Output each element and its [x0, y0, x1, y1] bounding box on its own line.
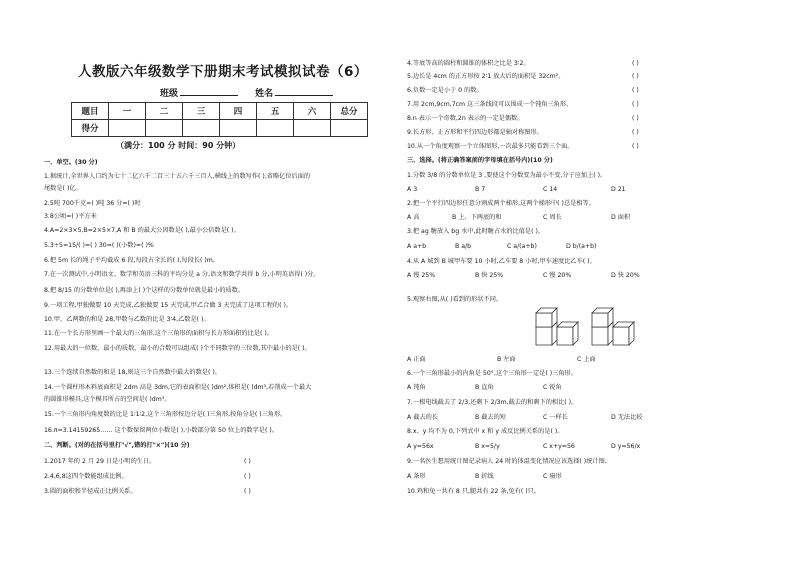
section-heading: 一、单空。(30 分)	[44, 159, 98, 166]
option-d[interactable]: D 无法比较	[611, 414, 643, 421]
table-cell: 总分	[331, 103, 368, 120]
option-d[interactable]: D 快 20%	[611, 272, 640, 279]
question-text: 8.把 8/15 的分数单位是( ),再添上( )个这样的分数单位就是最小的质数。	[44, 287, 245, 294]
option-b[interactable]: B 快 25%	[475, 272, 504, 279]
option-b[interactable]: B 左面	[497, 356, 516, 363]
question-text: 9.一名医生想用统计图记录病人 24 时的体温变化情况应该选择( )统计图。	[407, 458, 611, 465]
question-text: 3.把 ag 糖放入 bg 水中,此时糖占水的比值是( )。	[407, 228, 545, 235]
option-c[interactable]: C 锐角	[543, 384, 562, 391]
table-cell: 三	[183, 103, 220, 120]
option-a[interactable]: A 截去的长	[407, 414, 438, 421]
question-text: 4.等底等高的圆柱和圆锥的体积之比是 3∶2。	[407, 60, 530, 67]
answer-paren[interactable]: ( )	[632, 87, 639, 94]
cube-figure	[530, 305, 640, 350]
option-d[interactable]: D 面积	[611, 214, 631, 221]
class-blank[interactable]	[180, 86, 238, 96]
answer-paren[interactable]: ( )	[244, 473, 251, 480]
option-b[interactable]: B a/b	[455, 243, 472, 250]
option-c[interactable]: C 上面	[577, 356, 596, 363]
option-d[interactable]: D b/(a+b)	[566, 243, 597, 250]
table-cell: 一	[109, 103, 146, 120]
question-text: 1.2017 年的 2 月 29 日是小明的生日。	[44, 458, 156, 465]
cube-face	[592, 327, 608, 345]
student-info-line	[160, 86, 347, 99]
question-text: 1.据统计,全世界人口约为七十二亿六千二百三十五六千三百人,横线上的数写作( ),省略亿位后面的	[44, 173, 311, 180]
option-a[interactable]: A y=56x	[407, 443, 434, 450]
name-blank[interactable]	[275, 86, 333, 96]
question-text: 5.边长是 4cm 的正方形按 2∶1 放大后的面积是 32cm²。	[407, 73, 565, 80]
question-text: 3.8公顷=( )平方米	[44, 213, 97, 220]
option-c[interactable]: C 慢 20%	[543, 272, 572, 279]
option-b[interactable]: B 7	[475, 186, 486, 193]
score-cell[interactable]	[109, 120, 146, 137]
question-text: 4.从 A 城到 B 城甲车要 10 小时,乙车要 8 小时,甲车速度比乙车( )。	[407, 258, 596, 265]
cube-face	[613, 327, 629, 345]
question-text: 9.长方形、正方形和平行四边形都是轴对称图形。	[407, 129, 543, 136]
option-a[interactable]: A 慢 25%	[407, 272, 436, 279]
option-b[interactable]: B 上、下两底的和	[452, 214, 502, 221]
option-a[interactable]: A 高	[407, 214, 420, 221]
question-text: 4.A=2×3×5,B=2×5×7,A 和 B 的最大公因数是( ),最小公倍数是( )。	[44, 227, 240, 234]
option-a[interactable]: A 正面	[407, 356, 426, 363]
question-text: 7.用 2cm,9cm,7cm 这三条线段可以围成一个钝角三角形。	[407, 101, 573, 108]
question-text: 8.x、y 均不为 0,下列式中 x 和 y 成反比例关系的是( )。	[407, 428, 564, 435]
option-c[interactable]: C 扇形	[543, 473, 562, 480]
option-c[interactable]: C 一样长	[543, 414, 568, 421]
cube-face	[557, 327, 573, 345]
score-cell[interactable]	[257, 120, 294, 137]
section-heading: 二、判断。(对的在括号里打"√",错的打"×")(10 分)	[44, 442, 190, 449]
question-text: 5.观察右图,从( )看到的形状不同。	[407, 296, 503, 303]
option-b[interactable]: B 折线	[475, 473, 494, 480]
option-a[interactable]: A a+b	[407, 243, 427, 250]
score-cell[interactable]	[331, 120, 368, 137]
score-cell[interactable]	[294, 120, 331, 137]
question-text: 12.用最大的一位数、最小的质数、最小的合数可以组成( )个不同数字的三位数,其中最小的是( )。	[44, 345, 311, 352]
answer-paren[interactable]: ( )	[632, 143, 639, 150]
answer-paren[interactable]: ( )	[244, 488, 251, 495]
option-a[interactable]: A 条形	[407, 473, 426, 480]
table-cell: 六	[294, 103, 331, 120]
score-cell[interactable]	[183, 120, 220, 137]
table-row	[72, 103, 368, 120]
question-text: 15.一个三角形内角度数的比是 1∶1∶2,这个三角形按边分是( )三角形,按角分是( )三角形。	[44, 411, 287, 418]
question-text: 2.4,6,8这四个数能组成比例。	[44, 473, 128, 480]
option-c[interactable]: C x+y=56	[543, 443, 575, 450]
question-text: 11.在一个长方形里画一个最大的三角形,这个三角形的面积与长方形面积的比是( )。	[44, 330, 273, 337]
question-text: 5.3÷5=15/( )=( ) 30=( )(小数)=( )%	[44, 242, 154, 249]
question-text: 7.在一次测试中,小明语文、数学和英语三科的平均分是 a 分,语文和数学共得 b 分,小明英语得( )分。	[44, 271, 320, 278]
score-table	[71, 102, 368, 137]
question-text: 2.5吨 700千克=( )吨 36 分=( )时	[44, 200, 141, 207]
answer-paren[interactable]: ( )	[632, 60, 639, 67]
option-c[interactable]: C 14	[543, 186, 558, 193]
option-b[interactable]: B x=5/y	[475, 443, 500, 450]
question-text: 尾数是( )亿。	[44, 185, 82, 192]
cube-face	[536, 313, 552, 327]
table-cell: 题目	[72, 103, 109, 120]
question-text: 7.一根电线截去了 2/3,还剩下 2/3m,截去的和剩下的相比( )。	[407, 399, 578, 406]
question-text: 13.三个连续自然数的和是 18,则这三个自然数中最大的数是( )。	[44, 369, 221, 376]
class-label: 班级	[160, 89, 179, 99]
question-text: 2.把一个平行四边形任意分割成两个梯形,这两个梯形中( )总是相等。	[407, 200, 595, 207]
question-text: 6.把 5m 长的绳子平均截成 6 段,每段占全长的( ),每段长( )m。	[44, 257, 219, 264]
question-text: 10.从一个角度观察一个立体图形,一次最多只能看到三个面。	[407, 143, 574, 150]
table-cell: 得分	[72, 120, 109, 137]
answer-paren[interactable]: ( )	[632, 73, 639, 80]
option-a[interactable]: A 钝角	[407, 384, 426, 391]
option-d[interactable]: D y=56/x	[611, 443, 641, 450]
table-cell: 四	[220, 103, 257, 120]
question-text: 10.甲、乙两数的和是 28,甲数与乙数的比是 3∶4,乙数是( )。	[44, 316, 210, 323]
score-cell[interactable]	[146, 120, 183, 137]
question-text: 1.分数 3/8 的分数单位是 3 ,要使这个分数变为最小不变,分子应加上( )。	[407, 172, 607, 179]
option-a[interactable]: A 3	[407, 186, 418, 193]
option-d[interactable]: D 21	[611, 186, 626, 193]
question-text: 6.一个三角形最小的内角是 50°,这个三角形一定是( )三角形。	[407, 370, 577, 377]
question-text: 9.一项工程,甲独做要 10 天完成,乙独做要 15 天完成,甲乙合做 3 天完成了这项工程的( )。	[44, 302, 293, 309]
page-title: 人教版六年级数学下册期末考试模拟试卷（6）	[78, 64, 368, 80]
table-cell: 二	[146, 103, 183, 120]
question-text: 的圆锥形模具,这个模具所占的空间是( )dm³。	[44, 396, 171, 403]
option-b[interactable]: B 截去的短	[475, 414, 506, 421]
option-c[interactable]: C a/(a+b)	[507, 243, 537, 250]
answer-paren[interactable]: ( )	[632, 101, 639, 108]
name-label: 姓名	[255, 89, 274, 99]
question-text: 6.负数一定是小于 0 的数。	[407, 87, 483, 94]
answer-paren[interactable]: ( )	[632, 129, 639, 136]
question-text: 10.鸡和兔一共有 8 只,腿共有 22 条,兔有( )只。	[407, 488, 541, 495]
exam-meta: （满分：100 分 时间：90 分钟）	[116, 141, 241, 150]
question-text: 8.n 表示一个奇数,2n 表示的一定是偶数。	[407, 115, 524, 122]
option-b[interactable]: B 直角	[475, 384, 494, 391]
answer-paren[interactable]: ( )	[244, 458, 251, 465]
option-c[interactable]: C 周长	[543, 214, 562, 221]
question-text: 14.一个圆柱形木料底面积是 2dm 高是 3dm,它的表面积是( )dm²,体积是( )dm³,若削成一个最大	[44, 384, 312, 391]
question-text: 16.π=3.14159265…… 这个数保留两位小数是( ),小数部分第 50 位上的数字是( )。	[44, 427, 278, 434]
question-text: 3.圆的面积和半径成正比例关系。	[44, 488, 137, 495]
table-cell: 五	[257, 103, 294, 120]
answer-paren[interactable]: ( )	[632, 115, 639, 122]
section-heading: 三、选择。(将正确答案前的字母填在括号内)(10 分)	[407, 157, 553, 164]
cube-face	[592, 313, 608, 327]
score-cell[interactable]	[220, 120, 257, 137]
table-row	[72, 120, 368, 137]
cube-face	[536, 327, 552, 345]
